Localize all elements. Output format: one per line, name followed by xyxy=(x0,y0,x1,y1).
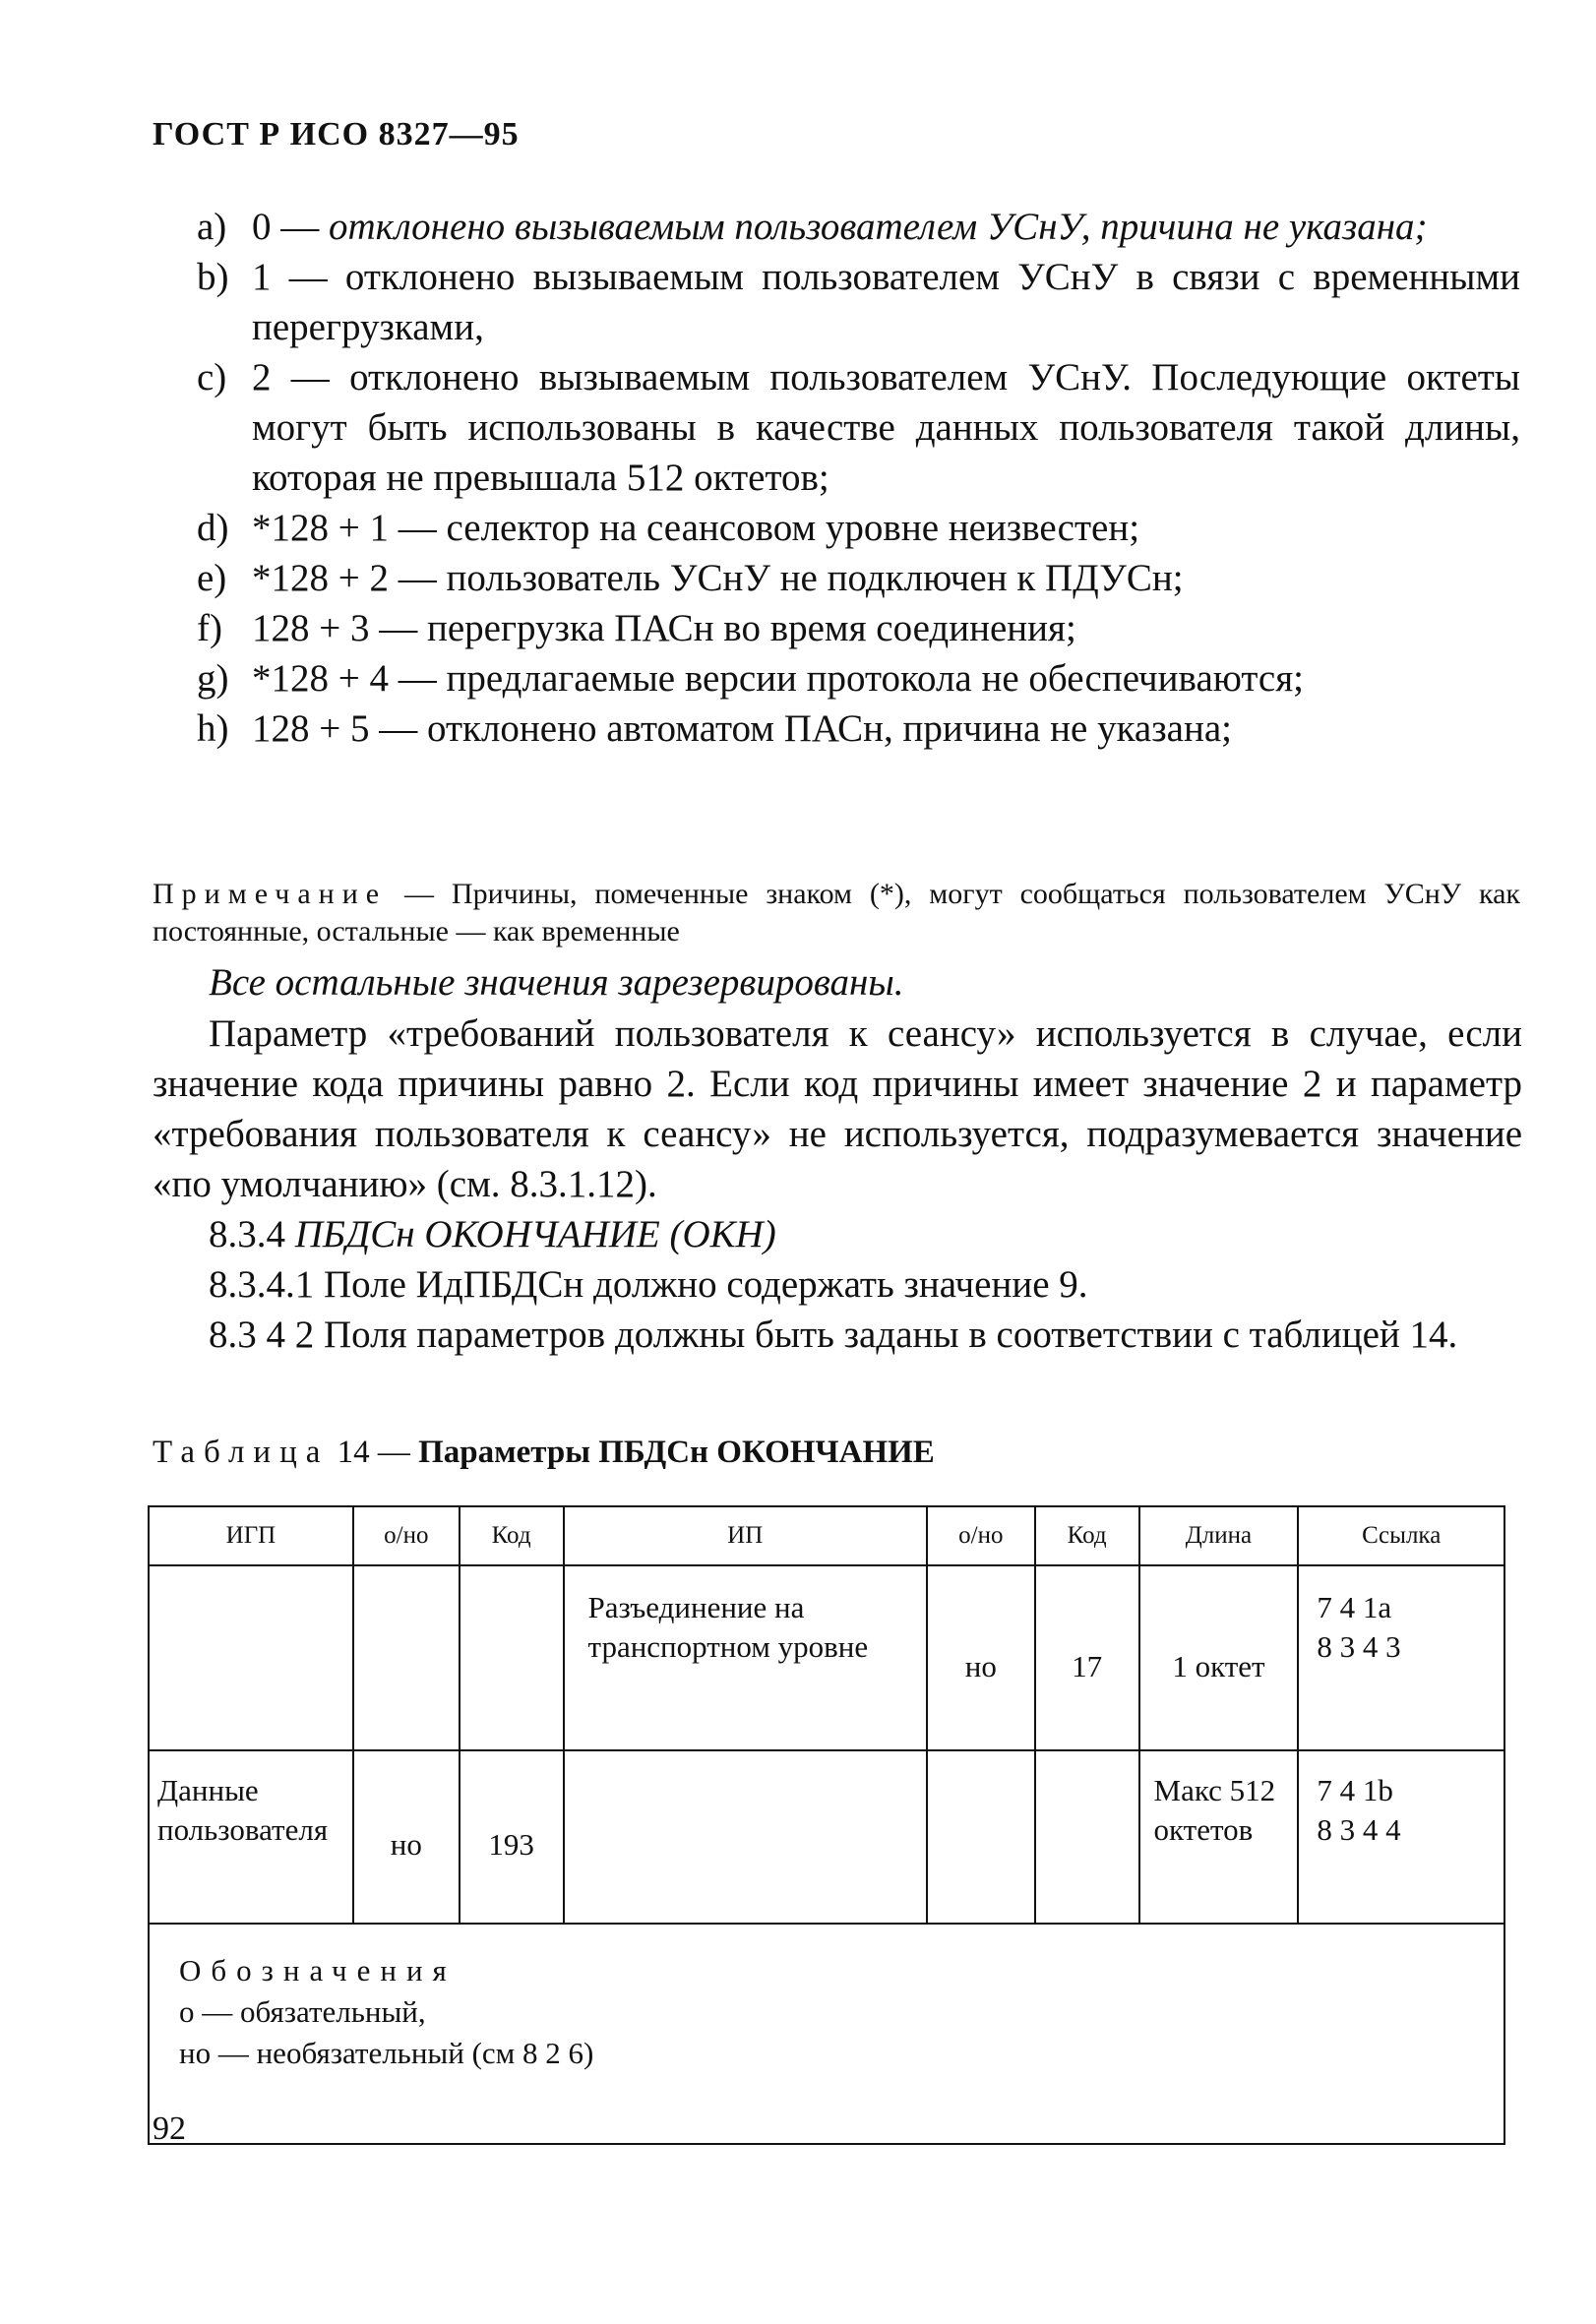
list-item-text: 2 — отклонено вызываемым пользователем УСнУ. Последующие октеты могут быть использованы в качестве данных пользователя такой длины, которая не превышала 512 октетов; xyxy=(252,356,1520,499)
column-header: ИГП xyxy=(149,1506,353,1565)
paragraph-8342: 8.3 4 2 Поля параметров должны быть заданы в соответствии с таблицей 14. xyxy=(209,1314,1458,1356)
paragraph-8341: 8.3.4.1 Поле ИдПБДСн должно содержать значение 9. xyxy=(209,1263,1088,1306)
table-cell: Макс 512 октетов xyxy=(1139,1750,1299,1924)
table-row xyxy=(149,1750,1504,1924)
list-marker: a) xyxy=(197,206,227,248)
reason-code-list xyxy=(197,202,1520,754)
table-cell: но xyxy=(927,1565,1035,1750)
table-cell xyxy=(927,1750,1035,1924)
column-header: Длина xyxy=(1139,1506,1299,1565)
list-marker: f) xyxy=(197,607,222,649)
table-cell: 193 xyxy=(460,1750,564,1924)
reserved-values-text: Все остальные значения зарезервированы. xyxy=(209,961,904,1004)
list-item xyxy=(197,553,1520,603)
legend-title: Обозначения xyxy=(179,1953,457,1988)
column-header: о/но xyxy=(927,1506,1035,1565)
legend-line: но — необязательный (см 8 2 6) xyxy=(179,2036,594,2070)
table-caption-number: 14 — xyxy=(329,1435,419,1470)
table-cell: 1 октет xyxy=(1139,1565,1299,1750)
table-cell: 7 4 1b 8 3 4 4 xyxy=(1298,1750,1504,1924)
list-item xyxy=(197,503,1520,553)
note-text: — Причины, помеченные знаком (*), могут сообщаться пользователем УСнУ как постоянные, остальные — как временные xyxy=(153,878,1520,948)
table-cell: Данные пользователя xyxy=(149,1750,353,1924)
column-header: ИП xyxy=(564,1506,927,1565)
list-marker: h) xyxy=(197,707,229,750)
table-cell xyxy=(353,1565,460,1750)
parameters-table xyxy=(148,1505,1505,2145)
column-header: о/но xyxy=(353,1506,460,1565)
list-item-text: 128 + 3 — перегрузка ПАСн во время соединения; xyxy=(252,607,1076,649)
list-item-text: 1 — отклонено вызываемым пользователем УСнУ в связи с временными перегрузками, xyxy=(252,256,1520,348)
table-cell xyxy=(564,1750,927,1924)
list-marker: d) xyxy=(197,507,229,549)
table-cell xyxy=(1035,1750,1139,1924)
list-marker: e) xyxy=(197,557,227,599)
paragraph-user-requirements: Параметр «требований пользователя к сеансу» используется в случае, если значение кода причины равно 2. Если код причины имеет значение 2 и параметр «требования пользователя к сеансу» не используется, подразумевается значение «по умолчанию» (см. 8.3.1.12). xyxy=(153,1012,1522,1205)
list-marker: c) xyxy=(197,356,227,398)
table-caption-label: Таблица xyxy=(153,1435,330,1470)
document-header: ГОСТ Р ИСО 8327—95 xyxy=(153,116,520,153)
list-item-text: 128 + 5 — отклонено автоматом ПАСн, причина не указана; xyxy=(252,707,1232,750)
list-item-text: *128 + 4 — предлагаемые версии протокола не обеспечиваются; xyxy=(252,657,1304,700)
table-caption-title: Параметры ПБДСн ОКОНЧАНИЕ xyxy=(418,1435,935,1470)
list-item-lead: 0 — xyxy=(252,206,329,248)
list-item-text: отклонено вызываемым пользователем УСнУ, причина не указана; xyxy=(329,206,1428,248)
list-item xyxy=(197,352,1520,503)
section-title: ПБДСн ОКОНЧАНИЕ (ОКН) xyxy=(294,1213,776,1255)
table-header-row xyxy=(149,1506,1504,1565)
table-legend xyxy=(149,1924,1504,2144)
table-cell: 7 4 1а 8 3 4 3 xyxy=(1298,1565,1504,1750)
list-marker: g) xyxy=(197,657,229,700)
list-item-text: *128 + 1 — селектор на сеансовом уровне неизвестен; xyxy=(252,507,1140,549)
list-item xyxy=(197,252,1520,352)
note xyxy=(153,876,1520,950)
table-cell xyxy=(149,1565,353,1750)
list-item-text: *128 + 2 — пользователь УСнУ не подключен к ПДУСн; xyxy=(252,557,1184,599)
table-caption xyxy=(153,1435,935,1471)
section-heading xyxy=(209,1209,1522,1259)
column-header: Код xyxy=(460,1506,564,1565)
list-marker: b) xyxy=(197,256,229,298)
table-cell xyxy=(460,1565,564,1750)
list-item xyxy=(197,603,1520,653)
column-header: Ссылка xyxy=(1298,1506,1504,1565)
note-label: Примечание xyxy=(153,878,388,910)
section-number: 8.3.4 xyxy=(209,1213,285,1255)
page-number: 92 xyxy=(153,2110,186,2147)
table-row xyxy=(149,1565,1504,1750)
list-item xyxy=(197,653,1520,703)
column-header: Код xyxy=(1035,1506,1139,1565)
legend-line: о — обязательный, xyxy=(179,1994,426,2029)
table-legend-row xyxy=(149,1924,1504,2144)
list-item xyxy=(197,202,1520,252)
list-item xyxy=(197,703,1520,754)
table-cell: 17 xyxy=(1035,1565,1139,1750)
table-cell: но xyxy=(353,1750,460,1924)
table-cell: Разъединение на транспортном уровне xyxy=(564,1565,927,1750)
